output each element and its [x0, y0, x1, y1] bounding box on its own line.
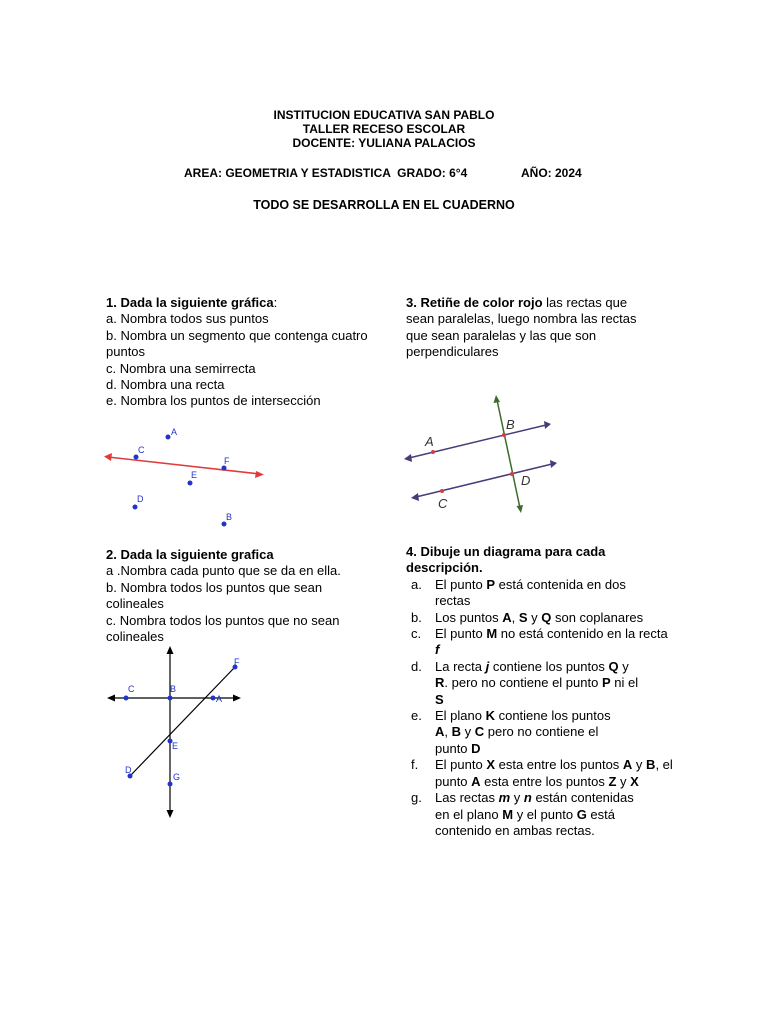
- q4-item-d: d. La recta j contiene los puntos Q y R. pero no contiene el punto P ni el S: [411, 658, 639, 707]
- q1-point-a: [166, 435, 171, 440]
- q2-item-b: b. Nombra todos los puntos que sean colineales: [106, 579, 323, 612]
- q1-label-e: E: [191, 470, 198, 480]
- q2-point-c: [124, 696, 129, 701]
- q1-item-e: e. Nombra los puntos de intersección: [106, 393, 321, 409]
- q2-point-a: [211, 696, 216, 701]
- q3-point-a: [431, 450, 435, 454]
- q4-item-e: e. El plano K contiene los puntos A, B y C pero no contiene el punto D: [411, 708, 611, 756]
- q2-label-c: C: [128, 684, 135, 694]
- q2-point-b: [168, 696, 173, 701]
- instructions: TODO SE DESARROLLA EN EL CUADERNO: [253, 198, 515, 212]
- q3-title: 3. Retiñe de color rojo: [406, 295, 543, 310]
- q1-label-c: C: [138, 445, 145, 455]
- q4-item-g: g. Las rectas m y n están contenidas en el plano M y el punto G está contenido en ambas rectas.: [411, 790, 634, 838]
- q1-label-f: F: [224, 456, 230, 466]
- q2-label-f: F: [234, 657, 240, 667]
- q1-item-a: a. Nombra todos sus puntos: [106, 311, 269, 327]
- q3-label-b: B: [506, 417, 515, 432]
- q2-item-c: c. Nombra todos los puntos que no sean colineales: [106, 612, 340, 645]
- q4-list: [406, 576, 673, 840]
- q4-item-c: c. El punto M no está contenido en la recta f: [411, 626, 668, 658]
- q3-label-d: D: [521, 473, 531, 488]
- q1-label-a: A: [171, 427, 178, 437]
- q1-point-d: [133, 505, 138, 510]
- q2-point-g: [168, 782, 173, 787]
- q3-text: las rectas que sean paralelas, luego nombra las rectas que sean paralelas y las que son perpendiculares: [406, 295, 637, 360]
- area-grade: AREA: GEOMETRIA Y ESTADISTICA GRADO: 6°4: [184, 166, 468, 180]
- q3-point-c: [440, 489, 444, 493]
- question-2: [106, 547, 376, 645]
- year: AÑO: 2024: [521, 166, 582, 180]
- question-4: [406, 544, 673, 839]
- q4-item-f: f. El punto X esta entre los puntos A y B, el punto A esta entre los puntos Z y X: [411, 757, 673, 789]
- q3-label-a: A: [425, 434, 434, 449]
- q3-point-b: [502, 433, 506, 437]
- q1-title: 1. Dada la siguiente gráfica: [106, 295, 274, 310]
- q3-point-d: [510, 472, 514, 476]
- teacher-name: DOCENTE: YULIANA PALACIOS: [292, 136, 476, 150]
- q2-item-a: a .Nombra cada punto que se da en ella.: [106, 563, 341, 579]
- q1-item-d: d. Nombra una recta: [106, 377, 225, 393]
- q1-point-f: [222, 466, 227, 471]
- school-name: INSTITUCION EDUCATIVA SAN PABLO: [273, 108, 495, 122]
- q2-title: 2. Dada la siguiente grafica: [106, 547, 274, 562]
- q2-label-g: G: [173, 772, 181, 782]
- question-3: [406, 295, 656, 361]
- q1-item-b: b. Nombra un segmento que contenga cuatro puntos: [106, 327, 368, 360]
- q1-point-c: [134, 455, 139, 460]
- q2-figure: [104, 645, 254, 820]
- q1-point-e: [188, 481, 193, 486]
- q2-label-b: B: [170, 684, 177, 694]
- q2-label-d: D: [125, 765, 132, 775]
- q4-title: 4. Dibuje un diagrama para cada descripción.: [406, 544, 606, 576]
- q1-figure: [100, 420, 270, 540]
- q4-item-b: b. Los puntos A, S y Q son coplanares: [411, 609, 644, 625]
- q1-item-c: c. Nombra una semirrecta: [106, 360, 256, 376]
- q4-item-a: a. El punto P está contenida en dos rectas: [411, 576, 626, 609]
- question-1: 1. Dada la siguiente gráfica: a. Nombra todos sus puntos b. Nombra un segmento que contenga cuatro puntos c. Nombra una semirrecta d. Nombra una recta e. Nombra los puntos de intersección: [106, 295, 376, 410]
- q1-label-b: B: [226, 512, 233, 522]
- q3-label-c: C: [438, 496, 448, 511]
- q1-label-d: D: [137, 494, 144, 504]
- q2-label-a: A: [216, 694, 223, 704]
- q3-figure: [400, 390, 570, 520]
- workshop-title: TALLER RECESO ESCOLAR: [302, 122, 466, 136]
- q2-label-e: E: [172, 741, 179, 751]
- q1-point-b: [222, 522, 227, 527]
